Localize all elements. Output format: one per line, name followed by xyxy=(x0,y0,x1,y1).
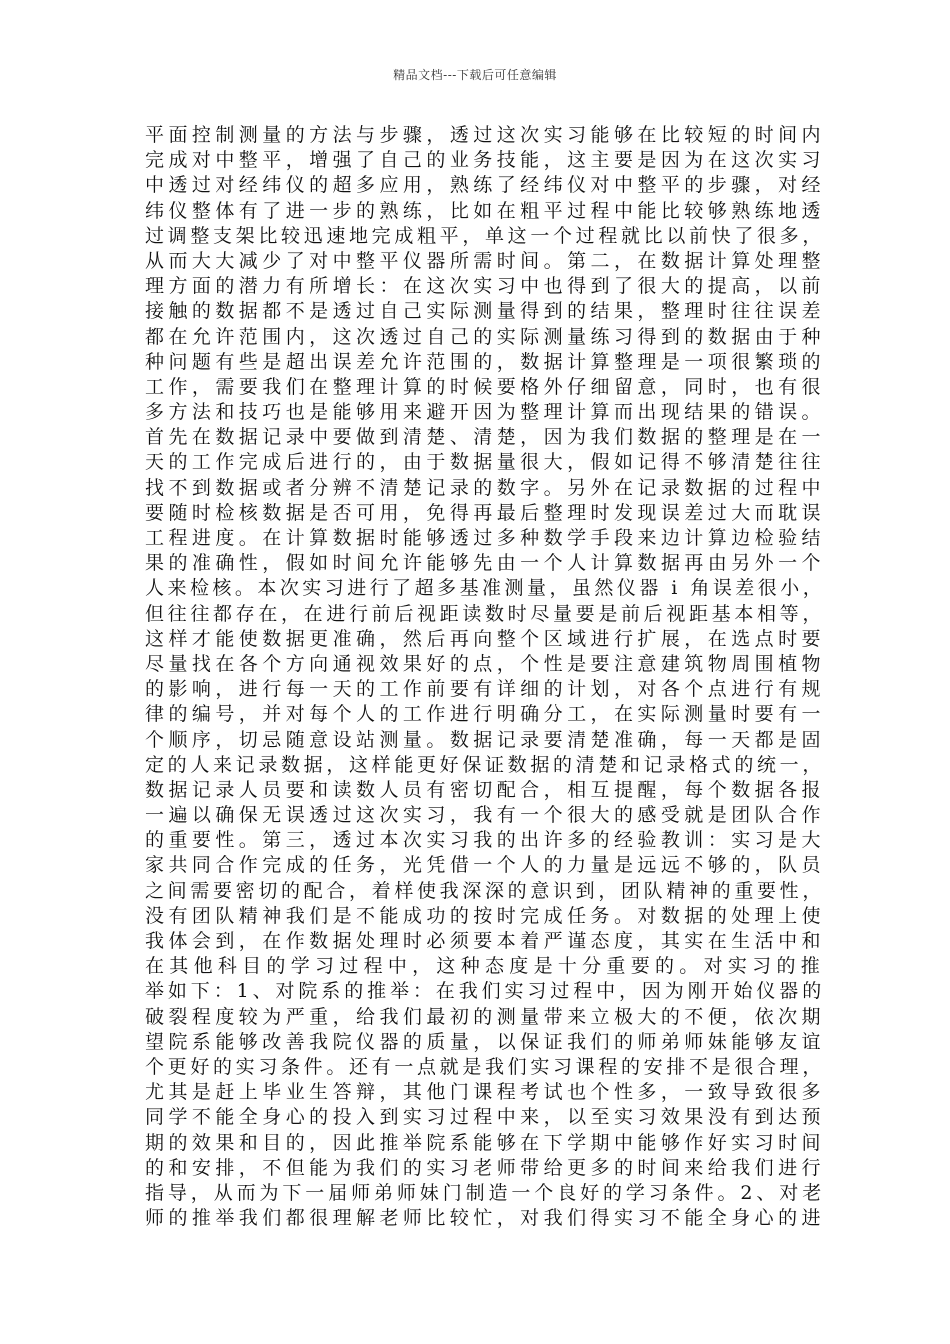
text-line: 种问题有些是超出误差允许范围的，数据计算整理是一项很繁琐的 xyxy=(145,350,825,373)
text-line: 理方面的潜力有所增长：在这次实习中也得到了很大的提高，以前 xyxy=(145,275,825,298)
text-line: 都在允许范围内，这次透过自己的实际测量练习得到的数据由于种 xyxy=(145,325,825,348)
text-line: 个顺序，切忌随意设站测量。数据记录要清楚准确，每一天都是固 xyxy=(145,728,825,751)
text-line: 要随时检核数据是否可用，免得再最后整理时发现误差过大而耽误 xyxy=(145,501,825,524)
text-line: 果的准确性，假如时间允许能够先由一个人计算数据再由另外一个 xyxy=(145,552,825,575)
text-line: 接触的数据都不是透过自己实际测量得到的结果，整理时往往误差 xyxy=(145,300,825,323)
text-line: 工程进度。在计算数据时能够透过多种数学手段来边计算边检验结 xyxy=(145,527,825,549)
text-line: 个更好的实习条件。还有一点就是我们实习课程的安排不是很合理， xyxy=(145,1055,825,1078)
text-line: 天的工作完成后进行的，由于数据量很大，假如记得不够清楚往往 xyxy=(145,451,825,474)
text-line: 定的人来记录数据，这样能更好保证数据的清楚和记录格式的统一， xyxy=(145,753,825,776)
text-line: 数据记录人员要和读数人员有密切配合，相互提醒，每个数据各报 xyxy=(145,778,825,801)
text-line: 尤其是赶上毕业生答辩，其他门课程考试也个性多，一致导致很多 xyxy=(145,1081,825,1104)
text-line: 一遍以确保无误透过这次实习，我有一个很大的感受就是团队合作 xyxy=(145,804,825,827)
text-line: 我体会到，在作数据处理时必须要本着严谨态度，其实在生活中和 xyxy=(145,930,825,952)
text-line: 同学不能全身心的投入到实习过程中来，以至实习效果没有到达预 xyxy=(145,1106,825,1129)
text-line: 指导，从而为下一届师弟师妹门制造一个良好的学习条件。2、对老 xyxy=(145,1181,825,1204)
text-line: 期的效果和目的，因此推举院系能够在下学期中能够作好实习时间 xyxy=(145,1131,825,1154)
text-line: 人来检核。本次实习进行了超多基准测量，虽然仪器 i 角误差很小， xyxy=(145,577,825,600)
text-line: 之间需要密切的配合，着样使我深深的意识到，团队精神的重要性， xyxy=(145,879,825,902)
text-line: 中透过对经纬仪的超多应用，熟练了经纬仪对中整平的步骤，对经 xyxy=(145,174,825,197)
text-line: 从而大大减少了对中整平仪器所需时间。第二，在数据计算处理整 xyxy=(145,249,825,272)
text-line: 没有团队精神我们是不能成功的按时完成任务。对数据的处理上使 xyxy=(145,904,825,927)
text-line: 这样才能使数据更准确，然后再向整个区域进行扩展，在选点时要 xyxy=(145,627,825,650)
text-line: 举如下：1、对院系的推举：在我们实习过程中，因为刚开始仪器的 xyxy=(145,980,825,1003)
page-header: 精品文档---下载后可任意编辑 xyxy=(393,68,557,82)
text-line: 师的推举我们都很理解老师比较忙，对我们得实习不能全身心的进 xyxy=(145,1207,825,1230)
text-line: 在其他科目的学习过程中，这种态度是十分重要的。对实习的推 xyxy=(145,955,825,978)
text-line: 平面控制测量的方法与步骤，透过这次实习能够在比较短的时间内 xyxy=(145,124,825,146)
text-line: 首先在数据记录中要做到清楚、清楚，因为我们数据的整理是在一 xyxy=(145,426,825,449)
text-line: 纬仪整体有了进一步的熟练，比如在粗平过程中能比较够熟练地透 xyxy=(145,199,825,222)
text-line: 律的编号，并对每个人的工作进行明确分工，在实际测量时要有一 xyxy=(145,703,825,726)
text-line: 找不到数据或者分辨不清楚记录的数字。另外在记录数据的过程中 xyxy=(145,476,825,499)
text-line: 过调整支架比较迅速地完成粗平，单这一个过程就比以前快了很多， xyxy=(145,224,825,247)
text-line: 望院系能够改善我院仪器的质量，以保证我们的师弟师妹能够友谊 xyxy=(145,1030,825,1053)
text-line: 完成对中整平，增强了自己的业务技能，这主要是因为在这次实习 xyxy=(145,149,825,172)
text-line: 家共同合作完成的任务，光凭借一个人的力量是远远不够的，队员 xyxy=(145,854,825,877)
text-line: 的影响，进行每一天的工作前要有详细的计划，对各个点进行有规 xyxy=(145,678,825,701)
text-line: 的重要性。第三，透过本次实习我的出许多的经验教训：实习是大 xyxy=(145,829,825,852)
body-paragraph xyxy=(145,123,825,1231)
text-line: 的和安排，不但能为我们的实习老师带给更多的时间来给我们进行 xyxy=(145,1156,825,1179)
text-line: 但往往都存在，在进行前后视距读数时尽量要是前后视距基本相等， xyxy=(145,602,825,625)
text-line: 尽量找在各个方向通视效果好的点，个性是要注意建筑物周围植物 xyxy=(145,652,825,675)
text-line: 破裂程度较为严重，给我们最初的测量带来立极大的不便，依次期 xyxy=(145,1005,825,1028)
text-line: 工作，需要我们在整理计算的时候要格外仔细留意，同时，也有很 xyxy=(145,375,825,398)
text-line: 多方法和技巧也是能够用来避开因为整理计算而出现结果的错误。 xyxy=(145,401,825,424)
